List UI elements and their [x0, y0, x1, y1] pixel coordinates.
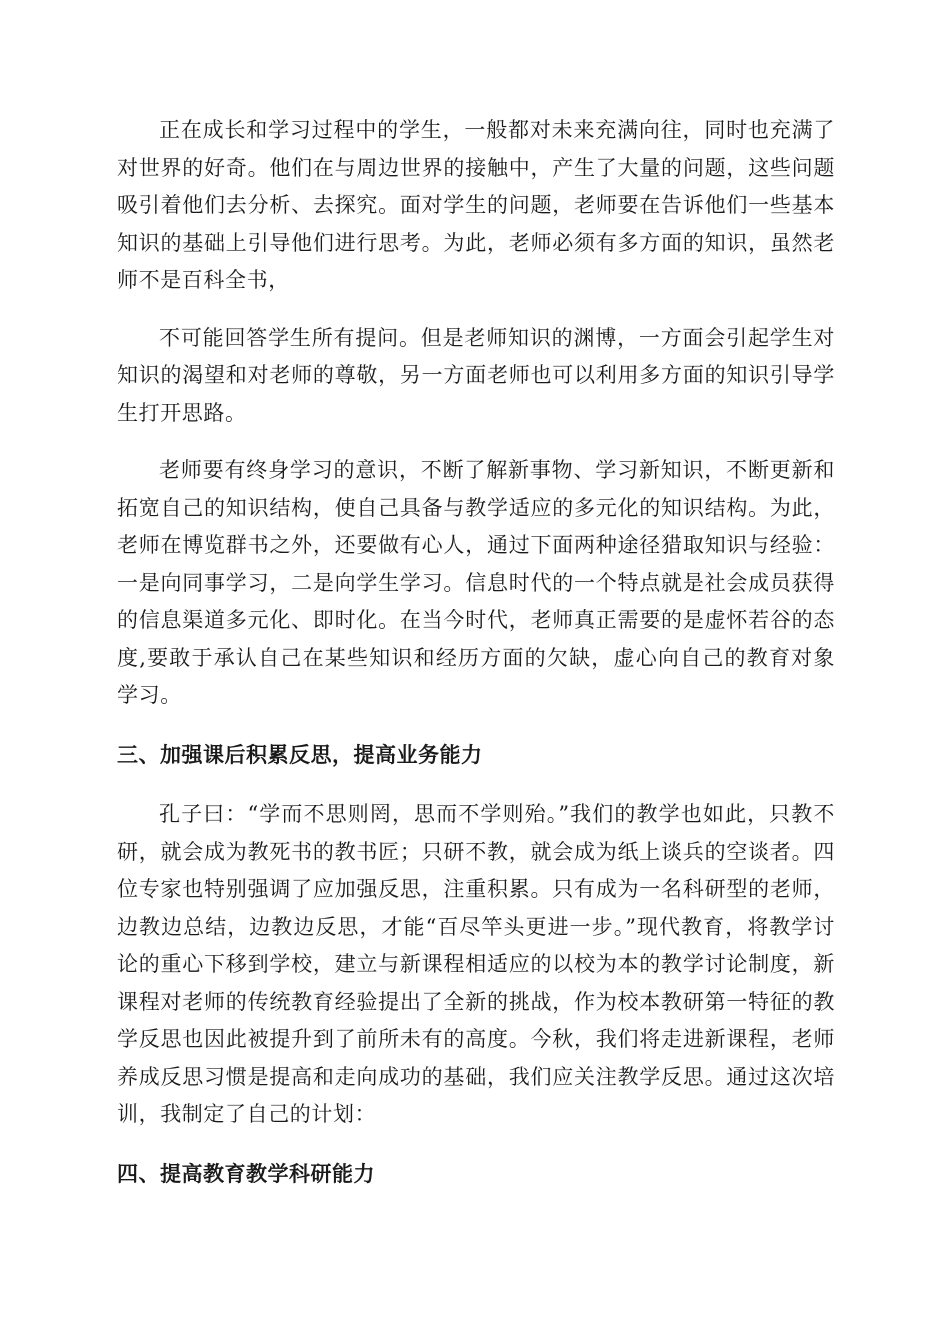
paragraph-knowledge-breadth: 不可能回答学生所有提问。但是老师知识的渊博，一方面会引起学生对知识的渴望和对老师的尊敬，另一方面老师也可以利用多方面的知识引导学生打开思路。	[117, 325, 835, 425]
section-heading-research: 四、提高教育教学科研能力	[117, 1161, 375, 1186]
paragraph-lifelong-learning: 老师要有终身学习的意识，不断了解新事物、学习新知识，不断更新和拓宽自己的知识结构，使自己具备与教学适应的多元化的知识结构。为此，老师在博览群书之外，还要做有心人，通过下面两种途径猎取知识与经验：一是向同事学习，二是向学生学习。信息时代的一个特点就是社会成员获得的信息渠道多元化、即时化。在当今时代，老师真正需要的是虚怀若谷的态度,要敢于承认自己在某些知识和经历方面的欠缺，虚心向自己的教育对象学习。	[117, 458, 835, 707]
document-page	[117, 112, 835, 1193]
paragraph-curiosity: 正在成长和学习过程中的学生，一般都对未来充满向往，同时也充满了对世界的好奇。他们在与周边世界的接触中，产生了大量的问题，这些问题吸引着他们去分析、去探究。面对学生的问题，老师要在告诉他们一些基本知识的基础上引导他们进行思考。为此，老师必须有多方面的知识，虽然老师不是百科全书，	[117, 118, 835, 292]
paragraph-confucius-reflection: 孔子曰：“学而不思则罔，思而不学则殆。”我们的教学也如此，只教不研，就会成为教死书的教书匠；只研不教，就会成为纸上谈兵的空谈者。四位专家也特别强调了应加强反思，注重积累。只有成为一名科研型的老师，边教边总结，边教边反思，才能“百尽竿头更进一步。”现代教育，将教学讨论的重心下移到学校，建立与新课程相适应的以校为本的教学讨论制度，新课程对老师的传统教育经验提出了全新的挑战，作为校本教研第一特征的教学反思也因此被提升到了前所未有的高度。今秋，我们将走进新课程，老师养成反思习惯是提高和走向成功的基础，我们应关注教学反思。通过这次培训，我制定了自己的计划：	[117, 802, 835, 1126]
section-heading-reflection: 三、加强课后积累反思，提高业务能力	[117, 742, 483, 767]
